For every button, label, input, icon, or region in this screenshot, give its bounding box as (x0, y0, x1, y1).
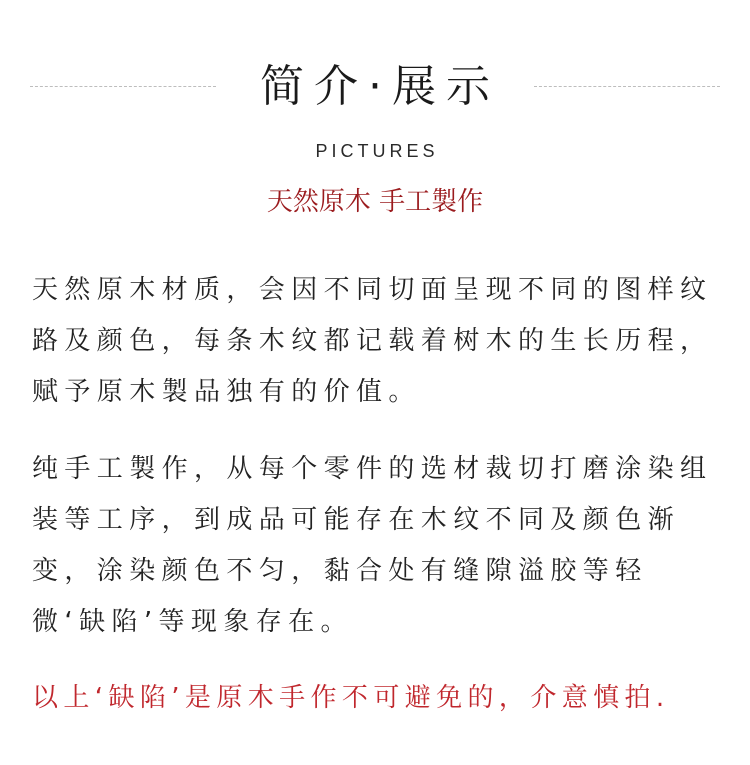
english-subtitle: PICTURES (315, 141, 439, 161)
paragraph-handmade: 纯手工製作，从每个零件的选材裁切打磨涂染组装等工序，到成品可能存在木纹不同及颜色渐变，涂染颜色不匀，黏合处有缝隙溢胶等轻微‘缺陷’等现象存在。 (32, 454, 713, 637)
tagline: 天然原木 手工製作 (266, 187, 484, 217)
section-header (0, 55, 750, 119)
paragraph-natural-wood: 天然原木材质，会因不同切面呈现不同的图样纹路及颜色，每条木纹都记载着树木的生长历程，赋予原木製品独有的价值。 (32, 275, 713, 407)
defect-notice: 以上‘缺陷’是原木手作不可避免的，介意慎拍. (32, 683, 670, 713)
left-dashed-divider (30, 86, 216, 87)
right-dashed-divider (534, 86, 720, 87)
page-title: 简介·展示 (260, 61, 500, 112)
